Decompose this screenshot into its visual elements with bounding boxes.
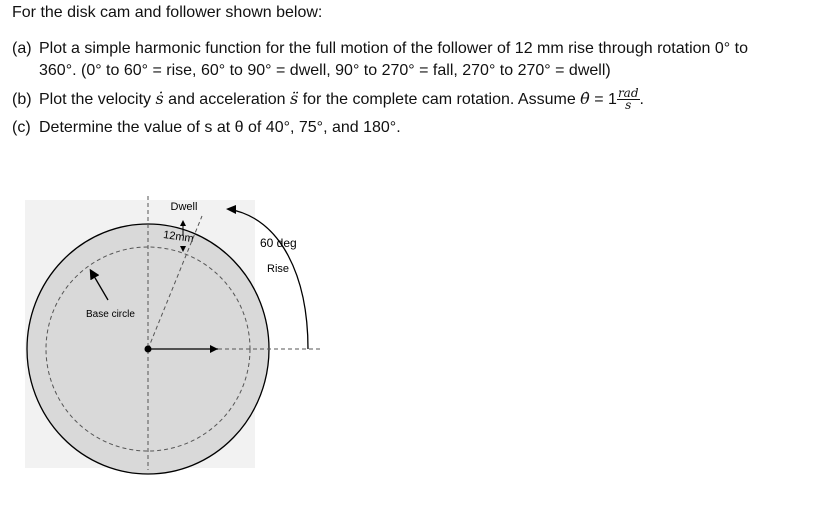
dwell-label: Dwell (170, 201, 198, 213)
question-c-text: Determine the value of s at θ of 40°, 75°, and 180°. (39, 119, 401, 136)
question-b-label: (b) (12, 91, 32, 108)
center-point (145, 346, 152, 353)
unit-fraction (617, 88, 640, 111)
question-a (12, 38, 812, 82)
angle-label: 60 deg (260, 236, 297, 250)
acceleration-symbol: s̈ (290, 89, 299, 108)
equals-one: = 1 (589, 91, 617, 108)
velocity-symbol: ṡ (155, 89, 164, 108)
question-b (12, 88, 812, 111)
question-c (12, 117, 812, 139)
rise-dimension-label: 12mm (162, 228, 195, 246)
question-a-label: (a) (12, 40, 32, 57)
question-a-line2: 360°. (0° to 60° = rise, 60° to 90° = dwell, 90° to 270° = fall, 270° to 270° = dwell) (39, 62, 611, 79)
base-circle-label: Base circle (86, 309, 135, 320)
question-b-text-mid: and acceleration (163, 91, 291, 108)
question-b-text-pre: Plot the velocity (39, 91, 156, 108)
unit-numerator: rad (617, 86, 639, 101)
question-b-period: . (639, 91, 644, 108)
question-b-text-post: for the complete cam rotation. Assume (298, 91, 581, 108)
question-a-line1: Plot a simple harmonic function for the full motion of the follower of 12 mm rise through rotation 0° to (39, 40, 748, 57)
cam-diagram (0, 188, 340, 488)
question-c-label: (c) (12, 119, 31, 136)
unit-denominator: s (625, 98, 632, 113)
intro-text: For the disk cam and follower shown below: (12, 4, 323, 21)
cam-figure (0, 188, 340, 493)
theta-dot-symbol: θ̇ (580, 89, 590, 108)
rise-label: Rise (267, 263, 290, 275)
